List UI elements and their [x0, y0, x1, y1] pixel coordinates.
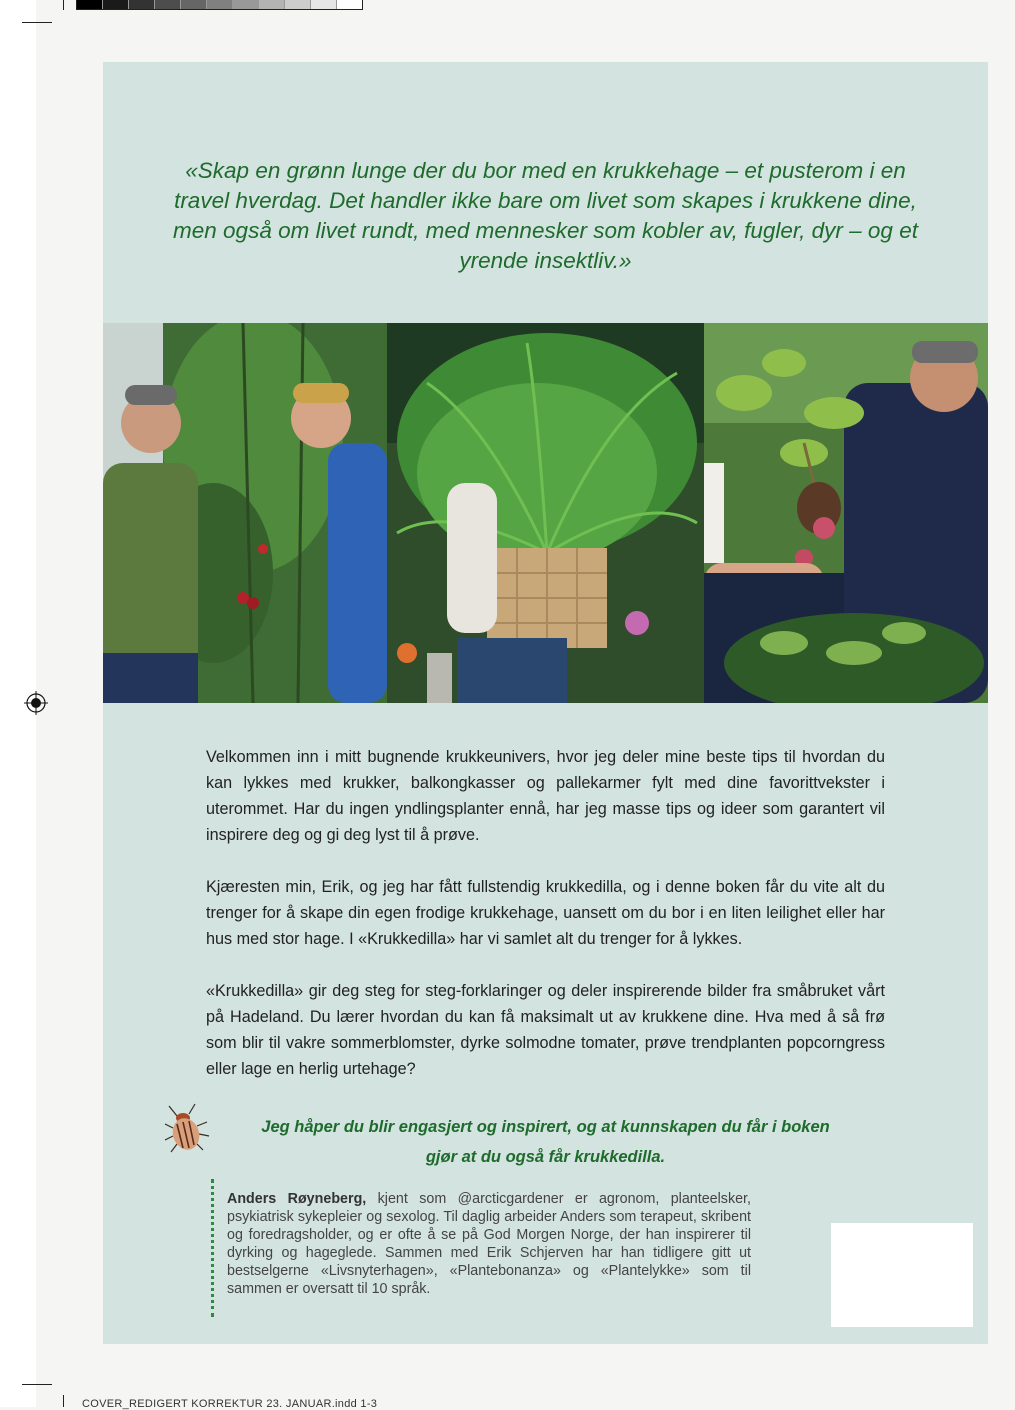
- barcode-area: [831, 1223, 973, 1327]
- back-cover-panel: [103, 62, 988, 1344]
- crop-mark: [63, 0, 64, 10]
- body-paragraph: «Krukkedilla» gir deg steg for steg-forklaringer og deler inspirerende bilder fra småbruket vårt på Hadeland. Du lærer hvordan du kan få maksimalt ut av krukkene dine. Hva med å så frø som blir til vakre sommerblomster, dyrke solmodne tomater, prøve trendplanten popcorngress eller lage en herlig urtehage?: [206, 982, 885, 1078]
- print-slug: COVER_REDIGERT KORREKTUR 23. JANUAR.indd 1-3: [82, 1398, 378, 1410]
- author-name: Anders Røyneberg,: [227, 1191, 367, 1207]
- crop-mark: [63, 1395, 64, 1407]
- highlight-line: Jeg håper du blir engasjert og inspirert, og at kunnskapen du får i boken: [261, 1118, 830, 1136]
- photo-strip: [103, 323, 988, 703]
- crop-mark: [22, 1384, 52, 1385]
- highlight-line: gjør at du også får krukkedilla.: [425, 1148, 666, 1166]
- dotted-divider: [211, 1179, 214, 1317]
- grass-basket-photo: [387, 323, 704, 703]
- print-color-bar: [76, 0, 363, 10]
- highlight-quote: [253, 1112, 838, 1172]
- crop-mark: [22, 22, 52, 23]
- author-bio: [227, 1190, 751, 1298]
- tomato-plants-photo: [103, 323, 387, 703]
- cover-quote: «Skap en grønn lunge der du bor med en krukkehage – et pusterom i en travel hverdag. Det handler ikke bare om livet som skapes i krukkene dine, men også om livet rundt, med mennesker som kobler av, fugler, dyr – og et yrende insektliv.»: [173, 158, 918, 273]
- beetle-icon: [163, 1102, 211, 1156]
- author-bio-text: kjent som @arcticgardener er agronom, planteelsker, psykiatrisk sykepleier og sexolog. Til daglig arbeider Anders som terapeut, skribent og foredragsholder, og er ofte å se på God Morgen Norge, der han inspirerer til dyrking og hageglede. Sammen med Erik Schjerven har han tidligere gitt ut bestselgerne «Livsnyterhagen», «Plantebonanza» og «Plantelykke» som til sammen er oversatt til 10 språk.: [227, 1191, 751, 1297]
- body-paragraph: Kjæresten min, Erik, og jeg har fått fullstendig krukkedilla, og i denne boken får du vite alt du trenger for å skape din egen frodige krukkehage, uansett om du bor i en liten leilighet eller har hus med stor hage. I «Krukkedilla» har vi samlet alt du trenger for å lykkes.: [206, 878, 885, 948]
- registration-mark-icon: [24, 691, 48, 715]
- body-paragraph: Velkommen inn i mitt bugnende krukkeunivers, hvor jeg deler mine beste tips til hvordan du kan lykkes med krukker, balkongkasser og pallekarmer fylt med dine favorittvekster i uterommet. Har du ingen yndlingsplanter ennå, har jeg masse tips og ideer som garantert vil inspirere deg og gi deg lyst til å prøve.: [206, 748, 885, 844]
- body-text: [206, 744, 885, 1108]
- potato-harvest-photo: [704, 323, 988, 703]
